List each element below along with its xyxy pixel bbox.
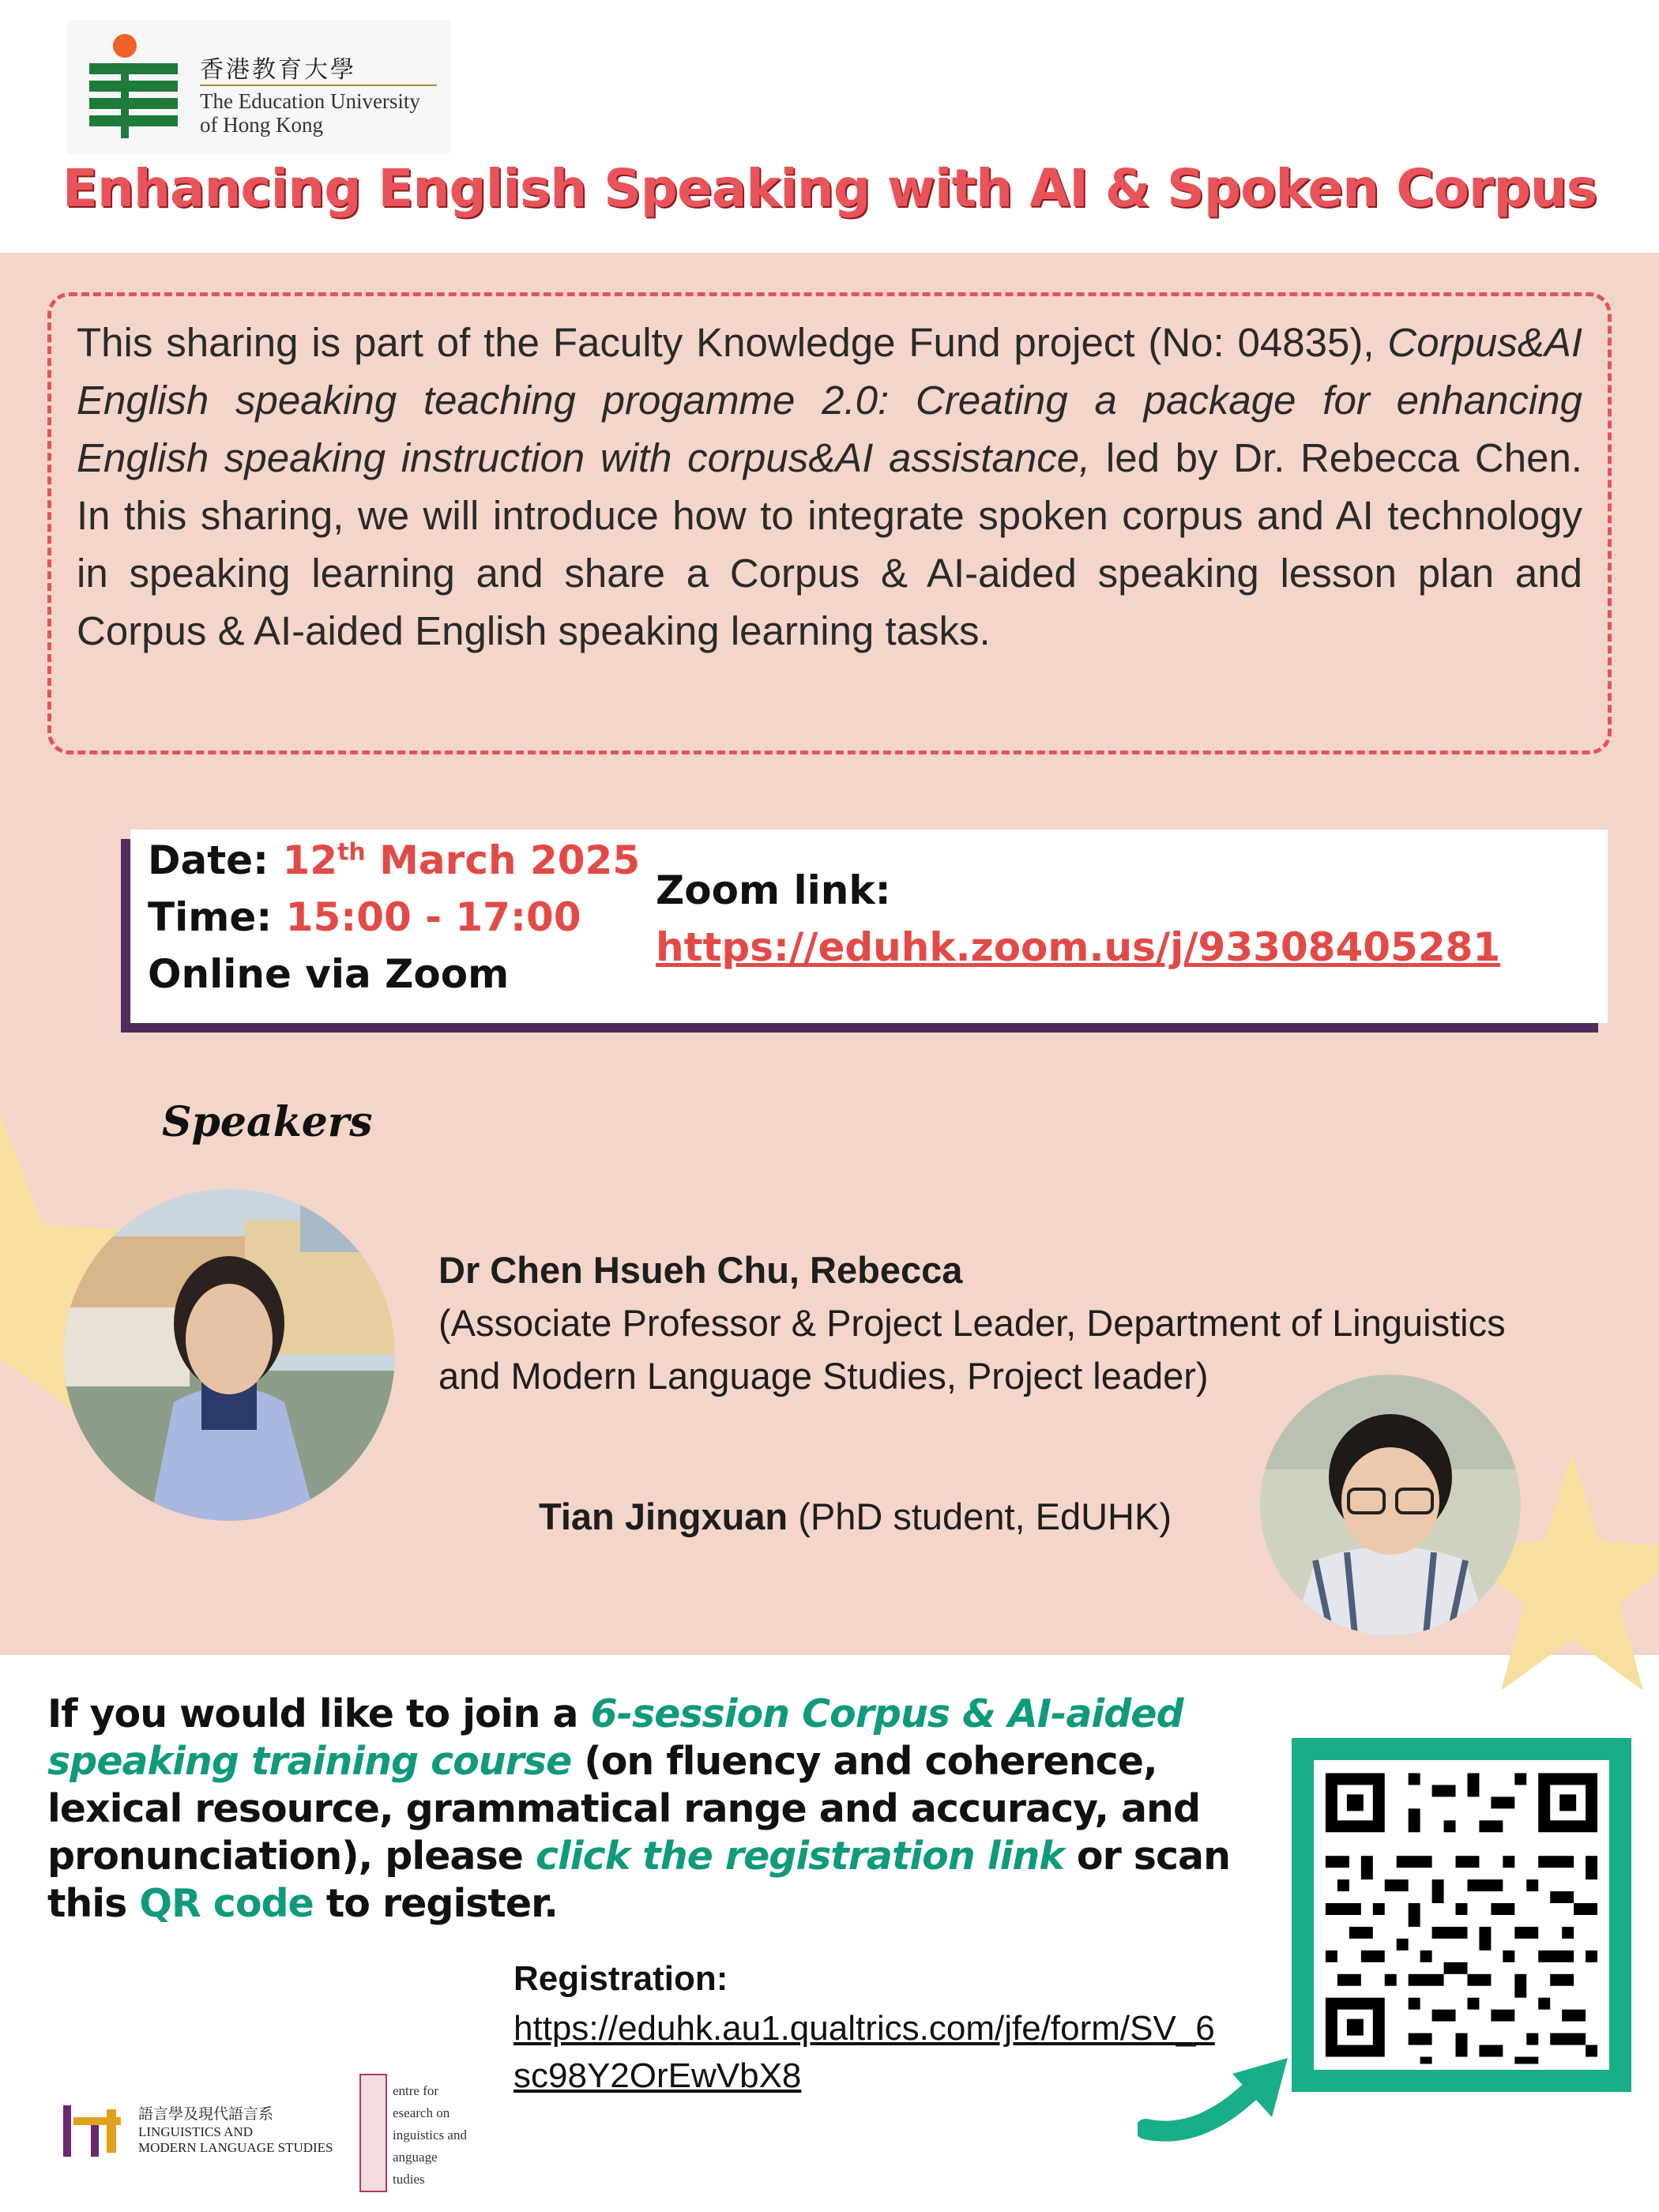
cta-click-link-highlight: click the registration link (535, 1834, 1064, 1879)
crlls-logo-bar (359, 2074, 387, 2192)
logo-mark-icon (89, 32, 178, 142)
lmls-english-line2: MODERN LANGUAGE STUDIES (138, 2140, 333, 2155)
cta-text-1: If you would like to join a (47, 1691, 591, 1736)
logo-english-line1: The Education University (200, 89, 420, 113)
zoom-link[interactable]: https://eduhk.zoom.us/j/93308405281 (656, 924, 1501, 970)
intro-box (47, 292, 1612, 754)
crlls-line5: tudies (393, 2172, 425, 2187)
crlls-line1: entre for (393, 2083, 439, 2098)
date-label: Date: (148, 837, 283, 883)
logo-divider (200, 85, 437, 86)
logo-english-line2: of Hong Kong (200, 113, 323, 137)
crlls-line2: esearch on (393, 2105, 450, 2120)
registration-label: Registration: (514, 1959, 728, 1998)
intro-text-part2: led by Dr. Rebecca Chen. In this sharing, we will introduce how to integrate spoken corpus and AI technology in speaking learning and share a Corpus & AI-aided speaking lesson plan and Corpus & AI-aided English speaking learning tasks. (77, 435, 1582, 653)
speaker1-name (438, 1248, 962, 1292)
date-value (282, 837, 640, 883)
date-day: 12 (282, 837, 338, 883)
crlls-logo (359, 2074, 517, 2192)
date-month-year: March 2025 (365, 837, 641, 883)
event-date (148, 837, 640, 883)
registration-call-to-action (47, 1691, 1248, 1928)
intro-text (77, 314, 1582, 660)
lmls-chinese-name: 語言學及現代語言系 (138, 2105, 274, 2123)
header (0, 0, 1659, 253)
cta-text-2: (on fluency and coherence, lexical resource, grammatical range and accuracy, and pronunciation), please (47, 1739, 1201, 1879)
logo-chinese-name: 香港教育大學 (200, 56, 356, 84)
time-label: Time: (148, 894, 286, 940)
event-info-card (130, 830, 1608, 1023)
intro-project-title: Corpus&AI English speaking teaching progamme 2.0: Creating a package for enhancing English speaking instruction with corpus&AI assistance, (77, 320, 1582, 480)
speakers-heading: Speakers (162, 1098, 373, 1146)
qr-code-icon[interactable] (1314, 1760, 1609, 2070)
speaker2-photo (1260, 1375, 1521, 1635)
event-venue: Online via Zoom (148, 951, 510, 997)
lmls-english-line1: LINGUISTICS AND (138, 2124, 253, 2139)
speaker1-photo (63, 1189, 395, 1521)
time-value: 15:00 - 17:00 (285, 894, 581, 940)
arrow-icon (1138, 2042, 1296, 2149)
page-title: Enhancing English Speaking with AI & Spoken Corpus (62, 158, 1597, 219)
cta-text-3: or scan this (47, 1834, 1230, 1926)
lmls-department-logo (59, 2097, 344, 2169)
date-suffix: th (337, 838, 366, 867)
lmls-logo-icon (59, 2101, 134, 2161)
speaker2-role: (PhD student, EdUHK) (788, 1495, 1172, 1537)
crlls-text-block (393, 2080, 467, 2191)
speaker1-role-line1: (Associate Professor & Project Leader, Department of Linguistics (438, 1302, 1506, 1344)
speaker2-name: Tian Jingxuan (539, 1495, 788, 1537)
speaker1-role-line2: and Modern Language Studies, Project leader) (438, 1355, 1209, 1397)
crlls-line3: inguistics and (393, 2127, 467, 2142)
intro-text-part1: This sharing is part of the Faculty Knowledge Fund project (No: 04835), (77, 320, 1388, 365)
speaker2-line (539, 1495, 1172, 1538)
cta-text-4: to register. (313, 1881, 558, 1926)
registration-link[interactable]: https://eduhk.au1.qualtrics.com/jfe/form/SV_6sc98Y2OrEwVbX8 (514, 2009, 1215, 2095)
crlls-line4: anguage (393, 2150, 438, 2165)
eduhk-logo (67, 20, 450, 154)
cta-course-highlight: 6-session Corpus & AI-aided speaking training course (47, 1691, 1183, 1784)
zoom-link-label: Zoom link: (656, 867, 891, 913)
event-time (148, 894, 581, 940)
speaker1-name-text: Dr Chen Hsueh Chu, Rebecca (438, 1249, 963, 1291)
cta-qr-highlight: QR code (139, 1881, 314, 1926)
